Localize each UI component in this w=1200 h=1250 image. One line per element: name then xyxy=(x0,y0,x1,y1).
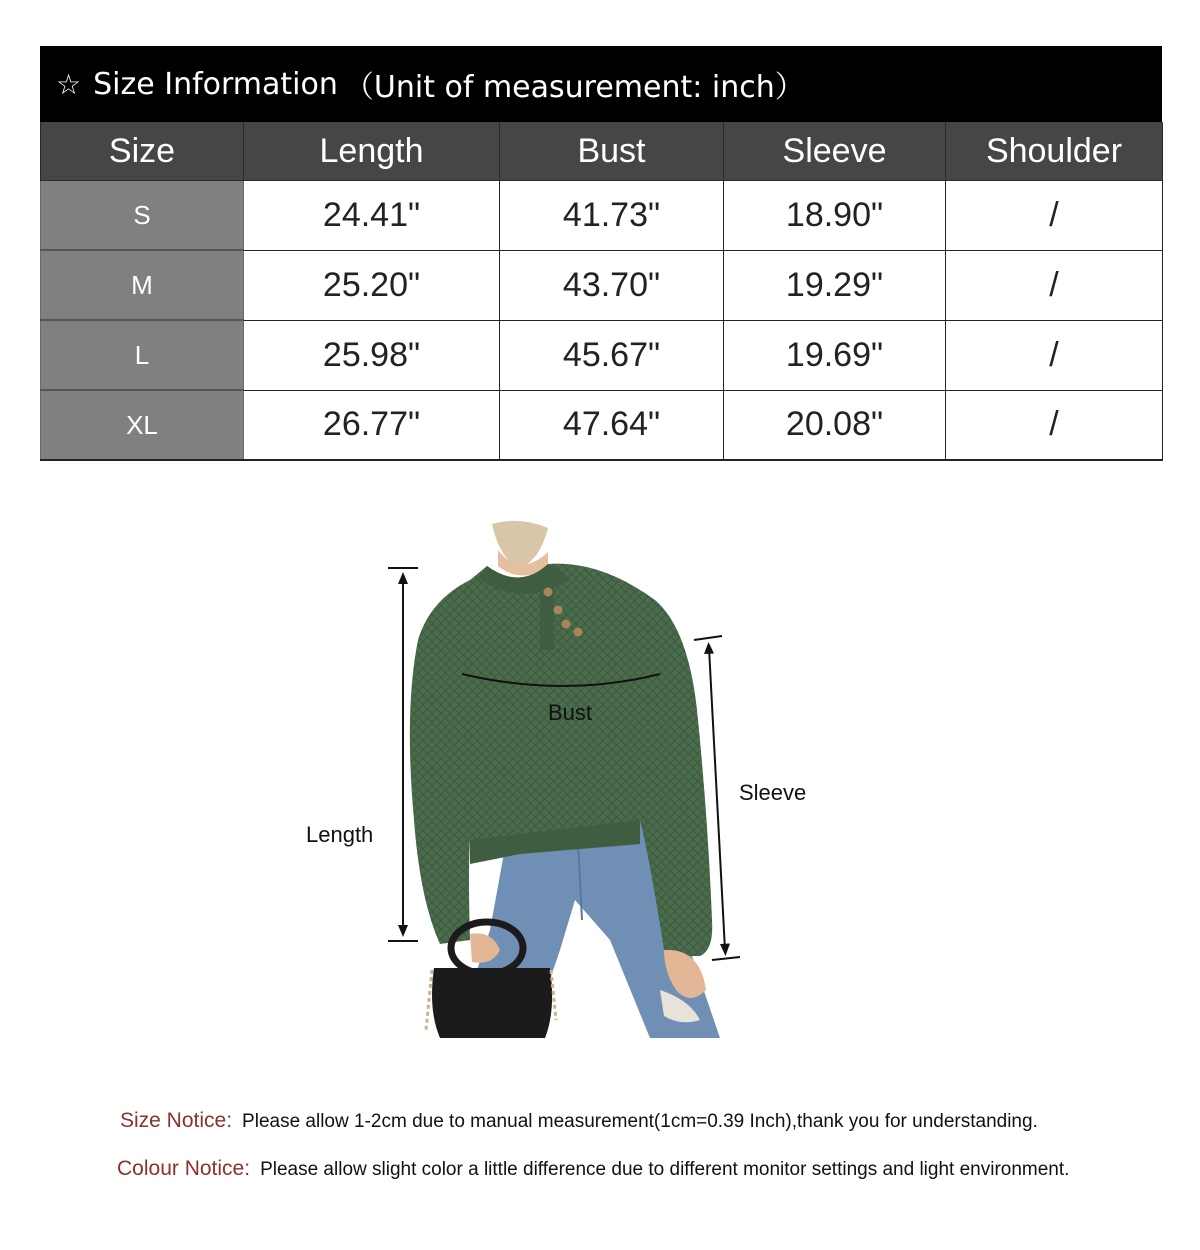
unit-note: （Unit of measurement: inch） xyxy=(343,70,805,105)
size-cell: L xyxy=(41,320,244,390)
table-row xyxy=(41,320,1163,390)
column-header-bust: Bust xyxy=(500,122,724,181)
size-cell: M xyxy=(41,250,244,320)
button-icon xyxy=(544,588,553,597)
button-icon xyxy=(554,606,563,615)
sleeve-cell: 19.69" xyxy=(724,320,946,390)
column-header-size: Size xyxy=(41,122,244,181)
size-cell: S xyxy=(41,181,244,251)
size-notice xyxy=(120,1109,1038,1133)
button-icon xyxy=(574,628,583,637)
length-label: Length xyxy=(306,822,374,847)
table-row xyxy=(41,250,1163,320)
size-chart xyxy=(40,46,1162,461)
sleeve-cell: 18.90" xyxy=(724,181,946,251)
colour-notice-text: Please allow slight color a little difference due to different monitor settings and light environment. xyxy=(260,1159,1070,1180)
length-cell: 26.77" xyxy=(244,390,500,460)
measurement-diagram xyxy=(0,520,1200,1050)
column-header-length: Length xyxy=(244,122,500,181)
size-notice-label: Size Notice: xyxy=(120,1109,233,1132)
colour-notice xyxy=(117,1157,1069,1181)
size-cell: XL xyxy=(41,390,244,460)
bust-cell: 43.70" xyxy=(500,250,724,320)
table-row xyxy=(41,181,1163,251)
sleeve-label: Sleeve xyxy=(739,780,807,805)
button-icon xyxy=(562,620,571,629)
length-cell: 25.98" xyxy=(244,320,500,390)
column-header-shoulder: Shoulder xyxy=(946,122,1163,181)
shoulder-cell: / xyxy=(946,390,1163,460)
star-icon: ☆ xyxy=(56,67,82,101)
table-row xyxy=(41,390,1163,460)
shoulder-cell: / xyxy=(946,181,1163,251)
size-info-title: Size Information xyxy=(93,66,338,102)
bust-label: Bust xyxy=(548,700,593,725)
sleeve-cell: 19.29" xyxy=(724,250,946,320)
colour-notice-label: Colour Notice: xyxy=(117,1157,251,1180)
shoulder-cell: / xyxy=(946,320,1163,390)
bust-cell: 45.67" xyxy=(500,320,724,390)
length-cell: 24.41" xyxy=(244,181,500,251)
shoulder-cell: / xyxy=(946,250,1163,320)
model-head xyxy=(492,521,548,576)
length-cell: 25.20" xyxy=(244,250,500,320)
model-illustration xyxy=(0,520,1200,1050)
column-header-sleeve: Sleeve xyxy=(724,122,946,181)
table-header-row xyxy=(41,122,1163,181)
bust-cell: 41.73" xyxy=(500,181,724,251)
sleeve-cell: 20.08" xyxy=(724,390,946,460)
size-table xyxy=(40,122,1163,461)
size-notice-text: Please allow 1-2cm due to manual measurement(1cm=0.39 Inch),thank you for understanding. xyxy=(242,1111,1038,1132)
bust-cell: 47.64" xyxy=(500,390,724,460)
size-info-title-bar xyxy=(40,46,1162,122)
